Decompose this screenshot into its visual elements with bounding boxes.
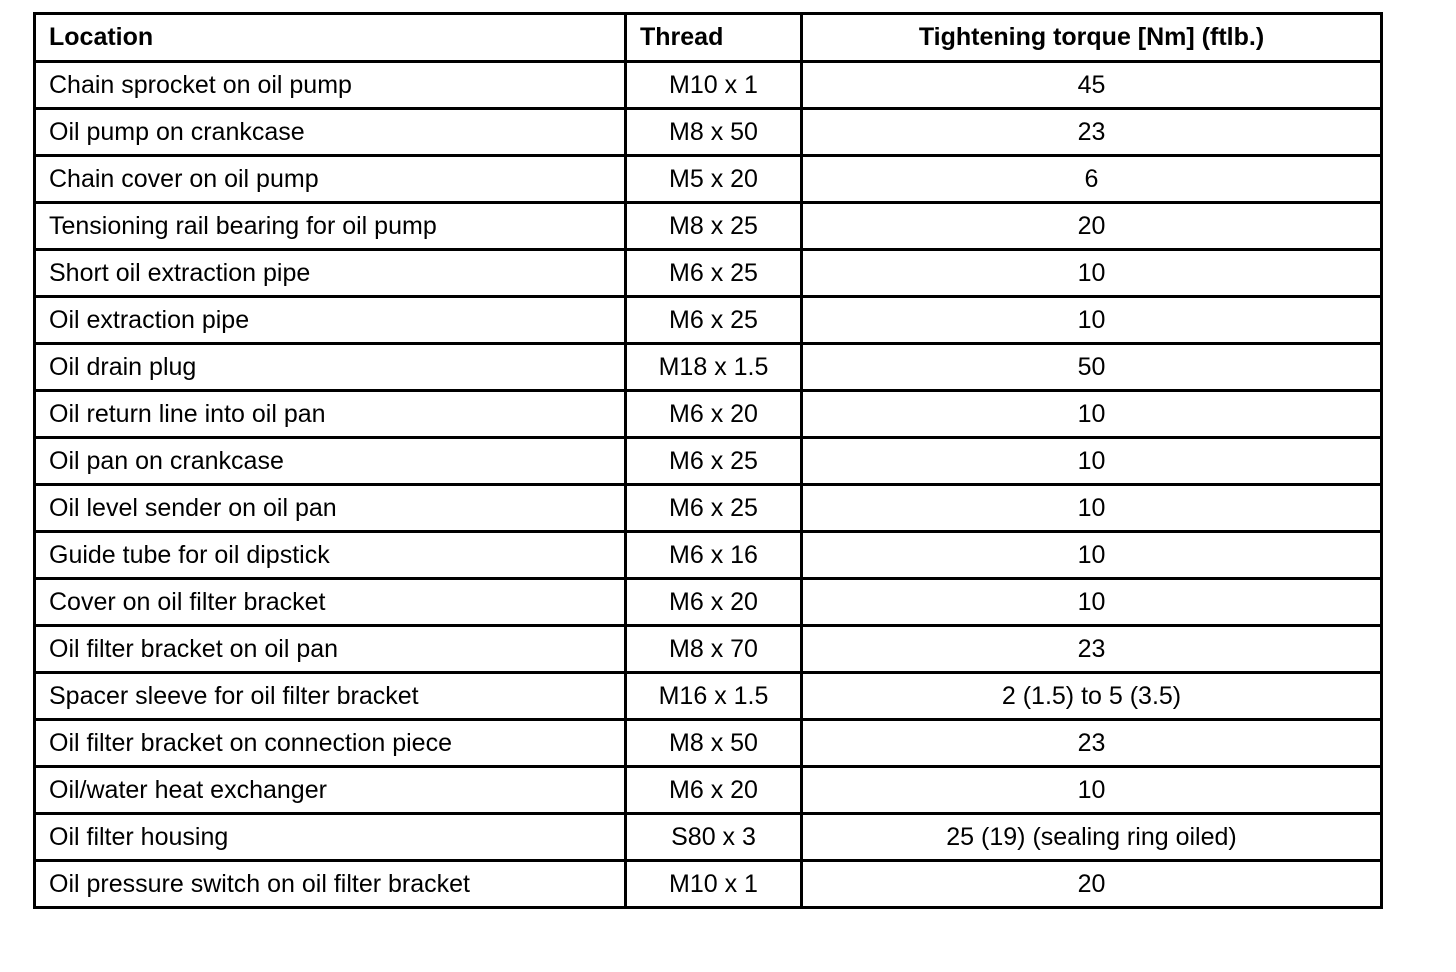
cell-torque: 23 — [802, 109, 1382, 156]
cell-torque: 10 — [802, 438, 1382, 485]
table-row — [35, 485, 1382, 532]
cell-torque: 10 — [802, 485, 1382, 532]
cell-thread: M10 x 1 — [626, 861, 802, 908]
cell-location: Oil pump on crankcase — [35, 109, 626, 156]
cell-location: Spacer sleeve for oil filter bracket — [35, 673, 626, 720]
table-row — [35, 720, 1382, 767]
table-row — [35, 62, 1382, 109]
cell-torque: 10 — [802, 532, 1382, 579]
header-location: Location — [35, 14, 626, 62]
cell-thread: M8 x 70 — [626, 626, 802, 673]
cell-location: Oil filter bracket on connection piece — [35, 720, 626, 767]
table-row — [35, 438, 1382, 485]
header-torque: Tightening torque [Nm] (ftlb.) — [802, 14, 1382, 62]
table-row — [35, 579, 1382, 626]
cell-thread: M8 x 50 — [626, 720, 802, 767]
cell-location: Oil drain plug — [35, 344, 626, 391]
cell-thread: M8 x 50 — [626, 109, 802, 156]
cell-torque: 10 — [802, 579, 1382, 626]
cell-location: Chain sprocket on oil pump — [35, 62, 626, 109]
cell-location: Chain cover on oil pump — [35, 156, 626, 203]
cell-thread: M6 x 16 — [626, 532, 802, 579]
cell-thread: M16 x 1.5 — [626, 673, 802, 720]
table-row — [35, 814, 1382, 861]
cell-location: Tensioning rail bearing for oil pump — [35, 203, 626, 250]
cell-location: Oil filter bracket on oil pan — [35, 626, 626, 673]
cell-torque: 25 (19) (sealing ring oiled) — [802, 814, 1382, 861]
cell-location: Oil level sender on oil pan — [35, 485, 626, 532]
cell-thread: M6 x 25 — [626, 297, 802, 344]
header-thread: Thread — [626, 14, 802, 62]
table-row — [35, 109, 1382, 156]
table-row — [35, 861, 1382, 908]
cell-torque: 23 — [802, 626, 1382, 673]
cell-torque: 20 — [802, 861, 1382, 908]
cell-thread: S80 x 3 — [626, 814, 802, 861]
cell-location: Cover on oil filter bracket — [35, 579, 626, 626]
table-row — [35, 203, 1382, 250]
cell-torque: 6 — [802, 156, 1382, 203]
cell-torque: 2 (1.5) to 5 (3.5) — [802, 673, 1382, 720]
table-row — [35, 532, 1382, 579]
cell-thread: M8 x 25 — [626, 203, 802, 250]
cell-torque: 50 — [802, 344, 1382, 391]
header-row — [35, 14, 1382, 62]
cell-torque: 10 — [802, 250, 1382, 297]
cell-thread: M6 x 20 — [626, 767, 802, 814]
table-row — [35, 673, 1382, 720]
cell-location: Short oil extraction pipe — [35, 250, 626, 297]
torque-table — [33, 12, 1383, 909]
cell-thread: M18 x 1.5 — [626, 344, 802, 391]
cell-torque: 10 — [802, 297, 1382, 344]
table-row — [35, 767, 1382, 814]
cell-torque: 23 — [802, 720, 1382, 767]
table-row — [35, 250, 1382, 297]
table-header — [35, 14, 1382, 62]
table-row — [35, 344, 1382, 391]
cell-thread: M10 x 1 — [626, 62, 802, 109]
table-row — [35, 391, 1382, 438]
cell-location: Oil pressure switch on oil filter bracket — [35, 861, 626, 908]
table-body — [35, 62, 1382, 908]
cell-location: Guide tube for oil dipstick — [35, 532, 626, 579]
cell-torque: 10 — [802, 391, 1382, 438]
table-row — [35, 156, 1382, 203]
cell-torque: 10 — [802, 767, 1382, 814]
cell-location: Oil filter housing — [35, 814, 626, 861]
cell-thread: M6 x 20 — [626, 391, 802, 438]
cell-thread: M6 x 25 — [626, 485, 802, 532]
table-row — [35, 626, 1382, 673]
cell-thread: M5 x 20 — [626, 156, 802, 203]
cell-thread: M6 x 25 — [626, 250, 802, 297]
cell-location: Oil return line into oil pan — [35, 391, 626, 438]
cell-torque: 45 — [802, 62, 1382, 109]
cell-thread: M6 x 20 — [626, 579, 802, 626]
cell-torque: 20 — [802, 203, 1382, 250]
table-row — [35, 297, 1382, 344]
cell-location: Oil extraction pipe — [35, 297, 626, 344]
cell-location: Oil pan on crankcase — [35, 438, 626, 485]
cell-thread: M6 x 25 — [626, 438, 802, 485]
cell-location: Oil/water heat exchanger — [35, 767, 626, 814]
